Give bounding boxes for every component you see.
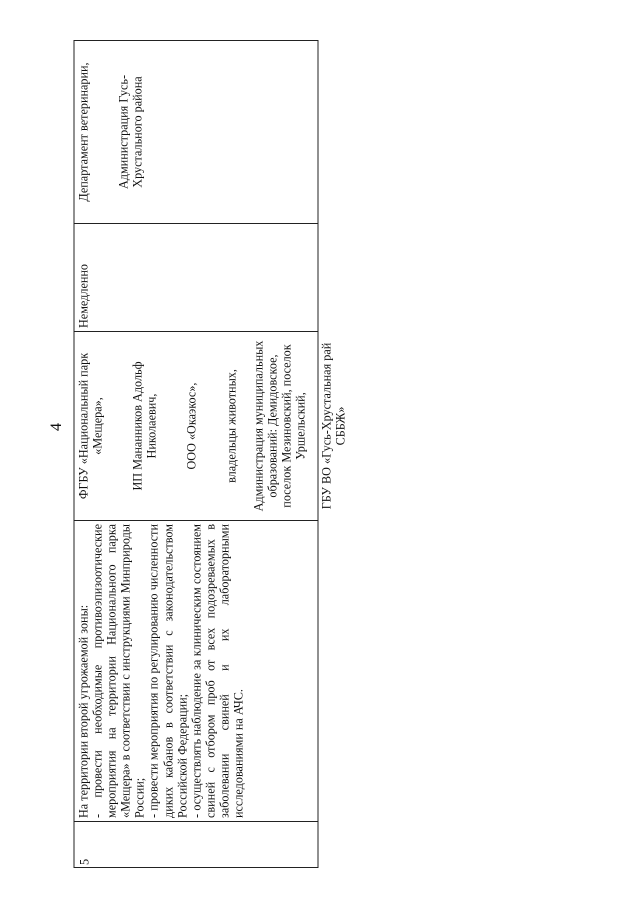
actions-heading: На территории второй угрожаемой зоны: — [76, 604, 90, 818]
measures-table-container — [73, 40, 348, 868]
responsible-item: владельцы животных, — [224, 369, 239, 483]
responsible-item: ФГБУ «Национальный парк «Мещера», — [76, 352, 105, 500]
responsible-cell — [74, 331, 348, 520]
responsible-item: ГБУ ВО «Гусь-Хрустальная рай СББЖ» — [318, 342, 348, 510]
row-number-cell: 5 — [74, 821, 317, 867]
measures-table — [73, 40, 348, 868]
actions-cell — [74, 520, 317, 821]
department-item: Администрация Гусь-Хрустального района — [116, 74, 145, 190]
responsible-item: Администрация муниципальных образований: Демидовское, поселок Мезиновский, поселок Уршельский, — [250, 340, 307, 512]
department-cell — [74, 41, 317, 223]
deadline-cell: Немедленно — [74, 223, 317, 331]
action-item: - провести мероприятия по регулированию численности диких кабанов в соответствии с законодательством Российской Федерации; — [146, 524, 189, 818]
department-item: Департамент ветеринарии, — [76, 62, 90, 202]
responsible-item: ООО «Окаэкос», — [184, 382, 199, 470]
action-item: - осуществлять наблюдение за клиническим состоянием свиней с отбором проб от всех подозреваемых в заболевании свиней и их лабораторными исследованиями на АЧС. — [188, 524, 246, 818]
action-item: - провести необходимые противоэпизоотические мероприятия на территории Национального парка «Мещера» в соответствии с инструкциями Минприроды России; — [90, 524, 147, 818]
page-number: 4 — [48, 423, 65, 431]
responsible-item: ИП Мананников Адольф Николаевич, — [130, 361, 159, 491]
